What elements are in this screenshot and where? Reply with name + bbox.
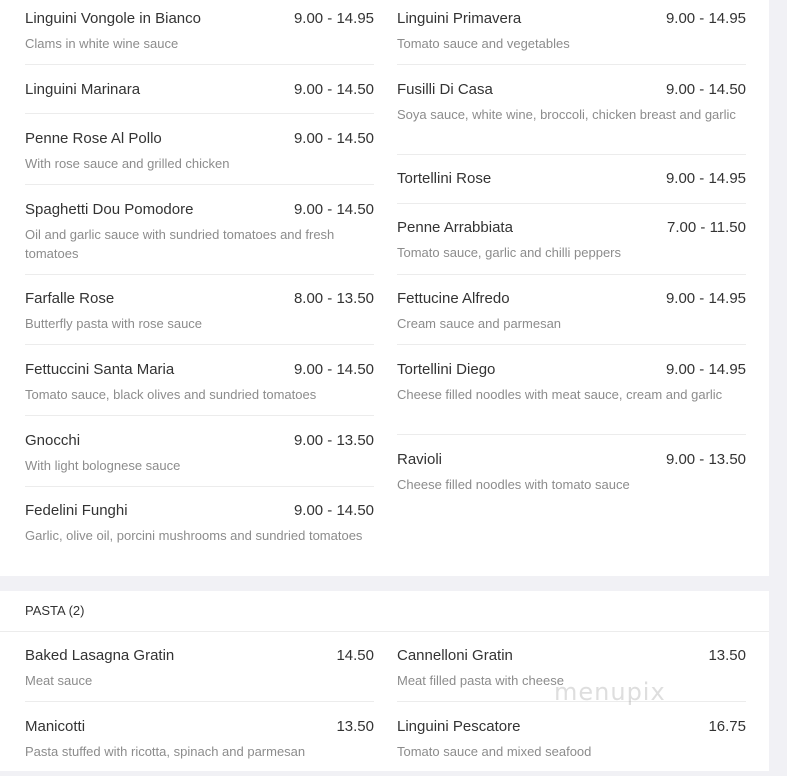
item-price: 16.75 bbox=[708, 718, 746, 735]
item-price: 9.00 - 14.95 bbox=[665, 10, 746, 27]
item-description: Tomato sauce, black olives and sundried tomatoes bbox=[25, 387, 317, 402]
item-price: 9.00 - 13.50 bbox=[293, 432, 374, 449]
item-name: Linguini Pescatore bbox=[397, 718, 521, 735]
menu-item bbox=[25, 502, 374, 545]
item-name: Linguini Primavera bbox=[397, 10, 522, 27]
item-description: Clams in white wine sauce bbox=[25, 36, 179, 51]
item-description: Butterfly pasta with rose sauce bbox=[25, 316, 203, 331]
divider bbox=[25, 274, 374, 275]
item-price: 7.00 - 11.50 bbox=[667, 219, 746, 236]
item-price: 13.50 bbox=[708, 647, 746, 664]
item-price: 9.00 - 14.50 bbox=[293, 502, 374, 519]
item-description: Cream sauce and parmesan bbox=[397, 316, 562, 331]
scrollbar-track[interactable] bbox=[770, 0, 787, 776]
item-description: Meat sauce bbox=[25, 673, 93, 688]
item-name: Linguini Vongole in Bianco bbox=[25, 10, 201, 27]
divider bbox=[25, 64, 374, 65]
item-description: Tomato sauce, garlic and chilli peppers bbox=[397, 245, 622, 260]
item-price: 9.00 - 14.95 bbox=[665, 290, 746, 307]
menu-item bbox=[397, 10, 746, 53]
watermark-logo: menupix bbox=[554, 678, 666, 706]
section-title: PASTA (2) bbox=[25, 603, 85, 618]
menu-item bbox=[25, 718, 374, 761]
item-description: Soya sauce, white wine, broccoli, chicken breast and garlic bbox=[397, 107, 736, 122]
menu-item bbox=[25, 81, 374, 101]
menu-item bbox=[25, 290, 374, 333]
menu-item bbox=[25, 361, 374, 404]
menu-item bbox=[25, 130, 374, 173]
item-description: Pasta stuffed with ricotta, spinach and parmesan bbox=[25, 744, 306, 759]
menu-item bbox=[397, 170, 746, 190]
item-description: Meat filled pasta with cheese bbox=[397, 673, 564, 688]
divider bbox=[397, 344, 746, 345]
item-name: Baked Lasagna Gratin bbox=[25, 647, 175, 664]
item-name: Fettuccini Santa Maria bbox=[25, 361, 175, 378]
item-description: Tomato sauce and vegetables bbox=[397, 36, 570, 51]
item-name: Tortellini Rose bbox=[397, 170, 492, 187]
divider bbox=[25, 415, 374, 416]
item-name: Linguini Marinara bbox=[25, 81, 141, 98]
item-price: 9.00 - 13.50 bbox=[665, 451, 746, 468]
item-name: Tortellini Diego bbox=[397, 361, 496, 378]
item-price: 9.00 - 14.95 bbox=[665, 361, 746, 378]
divider bbox=[25, 701, 374, 702]
item-price: 14.50 bbox=[336, 647, 374, 664]
item-description: Tomato sauce and mixed seafood bbox=[397, 744, 592, 759]
divider bbox=[25, 184, 374, 185]
item-price: 9.00 - 14.50 bbox=[293, 81, 374, 98]
item-name: Fusilli Di Casa bbox=[397, 81, 493, 98]
item-price: 13.50 bbox=[336, 718, 374, 735]
menu-item bbox=[25, 201, 374, 263]
divider bbox=[397, 274, 746, 275]
item-name: Fettucine Alfredo bbox=[397, 290, 510, 307]
divider bbox=[397, 434, 746, 435]
menu-item bbox=[397, 219, 746, 262]
item-price: 9.00 - 14.50 bbox=[665, 81, 746, 98]
item-description: Garlic, olive oil, porcini mushrooms and sundried tomatoes bbox=[25, 528, 363, 543]
item-name: Farfalle Rose bbox=[25, 290, 115, 307]
menu-item bbox=[25, 647, 374, 690]
item-name: Penne Arrabbiata bbox=[397, 219, 513, 236]
divider bbox=[25, 113, 374, 114]
item-price: 8.00 - 13.50 bbox=[293, 290, 374, 307]
item-description: Cheese filled noodles with meat sauce, cream and garlic bbox=[397, 387, 723, 402]
menu-item bbox=[397, 290, 746, 333]
divider bbox=[397, 154, 746, 155]
section-header bbox=[0, 591, 769, 632]
item-name: Penne Rose Al Pollo bbox=[25, 130, 162, 147]
item-name: Manicotti bbox=[25, 718, 86, 735]
item-price: 9.00 - 14.95 bbox=[665, 170, 746, 187]
divider bbox=[25, 344, 374, 345]
item-description: Cheese filled noodles with tomato sauce bbox=[397, 477, 630, 492]
menu-item bbox=[397, 451, 746, 494]
item-price: 9.00 - 14.95 bbox=[293, 10, 374, 27]
menu-item bbox=[25, 10, 374, 53]
item-description: With light bolognese sauce bbox=[25, 458, 181, 473]
item-price: 9.00 - 14.50 bbox=[293, 201, 374, 218]
divider bbox=[25, 486, 374, 487]
menu-item bbox=[397, 718, 746, 761]
item-price: 9.00 - 14.50 bbox=[293, 130, 374, 147]
divider bbox=[397, 203, 746, 204]
menu-item bbox=[397, 81, 746, 124]
item-description: Oil and garlic sauce with sundried tomatoes and fresh tomatoes bbox=[25, 227, 335, 261]
item-name: Spaghetti Dou Pomodore bbox=[25, 201, 194, 218]
item-name: Cannelloni Gratin bbox=[397, 647, 513, 664]
menu-item bbox=[25, 432, 374, 475]
divider bbox=[397, 64, 746, 65]
item-name: Fedelini Funghi bbox=[25, 502, 128, 519]
item-price: 9.00 - 14.50 bbox=[293, 361, 374, 378]
item-description: With rose sauce and grilled chicken bbox=[25, 156, 230, 171]
item-name: Gnocchi bbox=[25, 432, 81, 449]
menu-item bbox=[397, 361, 746, 404]
item-name: Ravioli bbox=[397, 451, 443, 468]
